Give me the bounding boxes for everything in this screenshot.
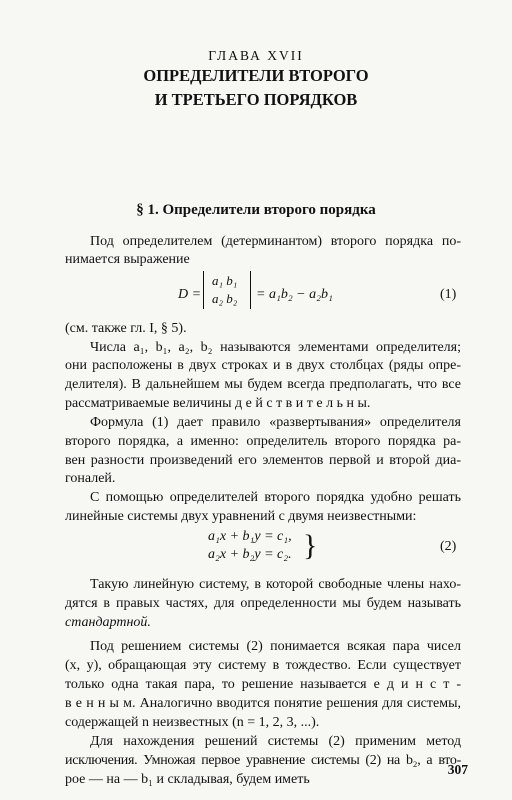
text-line: дятся в правых частях, для определенности мы будем называть: [65, 596, 461, 611]
text-line: Числа a₁, b₁, a₂, b₂ называются элементами определителя;: [90, 340, 461, 355]
text-line: вен разности произведений его элементов первой и второй диа-: [65, 453, 461, 468]
right-brace-icon: }: [303, 529, 318, 562]
eq1-number: (1): [440, 287, 457, 302]
text-line: Под определителем (детерминантом) второго порядка по-: [90, 234, 461, 249]
eq2-line-2: a₂x + b₂y = c₂.: [208, 547, 292, 562]
det-row-1: a₁ b₁: [212, 273, 238, 288]
text-line: линейные системы двух уравнений с двумя неизвестными:: [65, 509, 417, 524]
text-line: Такую линейную систему, в которой свободные члены нахо-: [90, 577, 461, 592]
text-line: С помощью определителей второго порядка удобно решать: [90, 490, 461, 505]
text-line: Для нахождения решений системы (2) применим метод: [90, 734, 461, 749]
chapter-title-line-2: И ТРЕТЬЕГО ПОРЯДКОВ: [154, 90, 358, 109]
chapter-heading: ГЛАВА XVII: [208, 48, 304, 63]
text-line: Формула (1) дает правило «развертывания» определителя: [90, 415, 461, 430]
section-heading: § 1. Определители второго порядка: [136, 202, 376, 218]
det-row-2: a₂ b₂: [212, 291, 238, 306]
text-line: в е н н ы м. Аналогично вводится понятие решения для системы,: [65, 696, 461, 711]
text-line: (см. также гл. I, § 5).: [65, 321, 187, 336]
text-line: содержащей n неизвестных (n = 1, 2, 3, ...).: [65, 715, 320, 730]
eq2-number: (2): [440, 539, 457, 554]
text-line: они расположены в двух строках и в двух столбцах (ряды опре-: [65, 358, 461, 373]
text-line: гоналей.: [65, 471, 116, 486]
text-line: рое — на — b₁ и складывая, будем иметь: [65, 772, 310, 787]
text-line: стандартной.: [65, 615, 151, 630]
text-line: рассматриваемые величины д е й с т в и т е л ь н ы.: [65, 396, 371, 411]
text-line: Под решением системы (2) понимается всякая пара чисел: [90, 639, 461, 654]
chapter-title-line-1: ОПРЕДЕЛИТЕЛИ ВТОРОГО: [143, 66, 369, 85]
eq2-line-1: a₁x + b₁y = c₁,: [208, 529, 292, 544]
text-line: исключения. Умножая первое уравнение системы (2) на b₂, а вто-: [65, 753, 461, 768]
text-line: (x, y), обращающая эту систему в тождество. Если существует: [65, 658, 461, 673]
text-line: только одна такая пара, то решение называется е д и н с т -: [65, 677, 461, 692]
text-line: второго порядка, а именно: определитель второго порядка ра-: [65, 434, 461, 449]
eq1-rhs: = a₁b₂ − a₂b₁: [256, 287, 333, 302]
eq1-lhs: D =: [178, 287, 202, 302]
text-line: делителя). В дальнейшем мы будем всегда предполагать, что все: [65, 377, 461, 392]
text-line: нимается выражение: [65, 252, 190, 267]
page-number: 307: [447, 762, 468, 777]
determinant-bars: [203, 271, 251, 309]
